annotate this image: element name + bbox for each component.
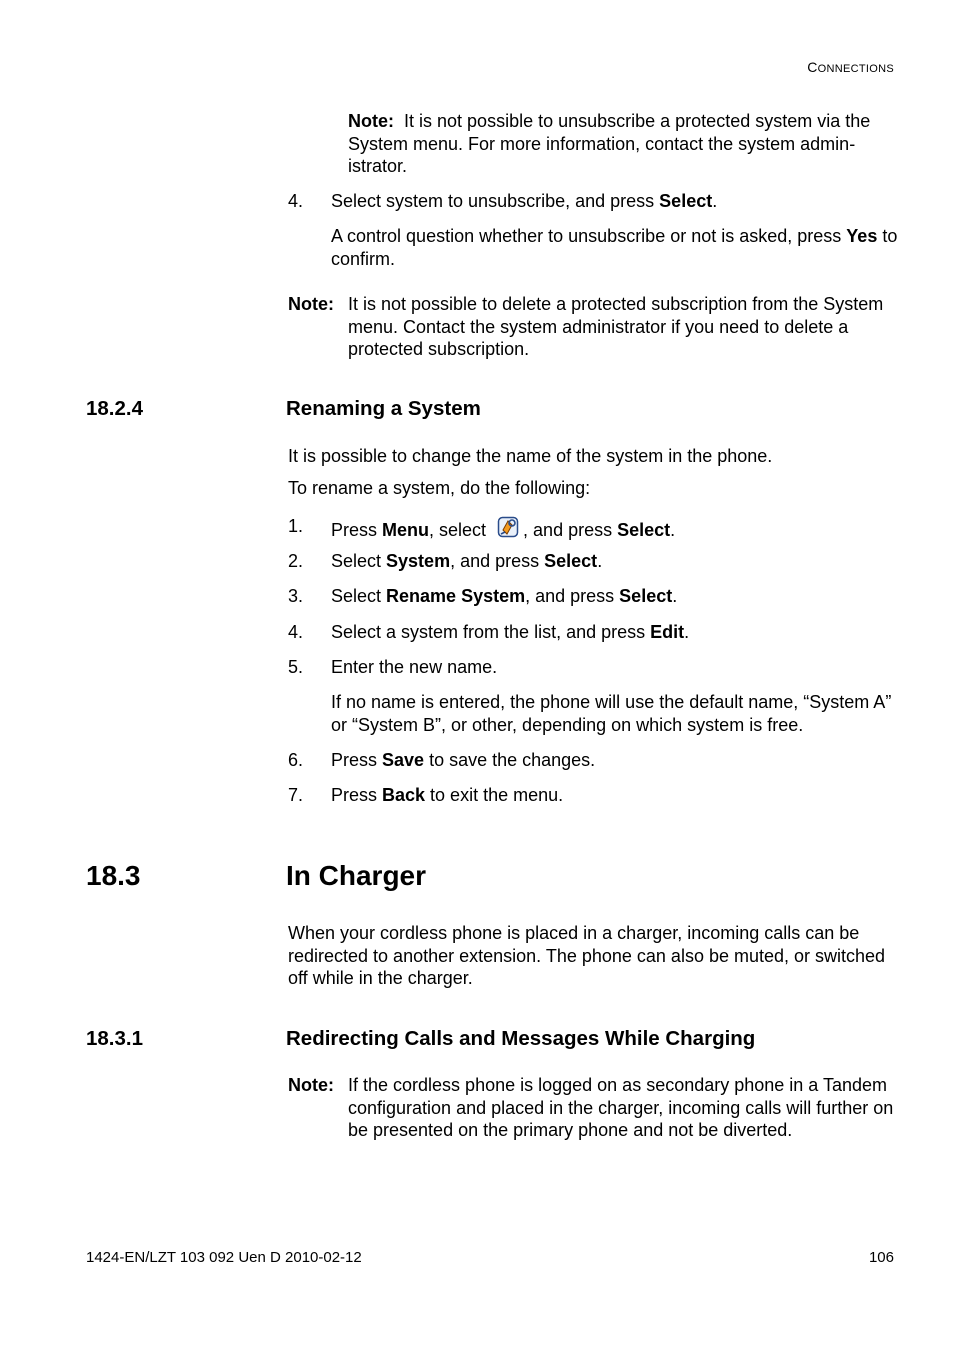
step-number: 2. — [288, 551, 304, 571]
step-bold: Save — [382, 750, 425, 770]
step-number: 3. — [288, 586, 304, 606]
section-title: In Charger — [286, 860, 427, 891]
step-bold: Select — [659, 191, 713, 211]
step-text-end: . — [672, 586, 678, 606]
step-text: Select — [331, 586, 387, 606]
header-initial: C — [807, 59, 818, 75]
rename-step-5 — [288, 656, 898, 679]
step-text: Enter the new name. — [331, 657, 498, 677]
protected-subscription-note — [288, 293, 898, 361]
step-text: Select — [331, 551, 387, 571]
footer-doc-id: 1424-EN/LZT 103 092 Uen D 2010-02-12 — [86, 1249, 362, 1266]
rename-lead: To rename a system, do the following: — [288, 478, 591, 498]
footer-page-number: 106 — [868, 1249, 894, 1266]
step-text: Press — [331, 520, 383, 540]
unsubscribe-step-4 — [288, 190, 898, 213]
detail-text: A control question whether to unsubscribe or not is asked, press — [331, 226, 847, 246]
intro-note — [348, 110, 898, 178]
step-number: 4. — [288, 622, 304, 642]
step-bold: Select — [619, 586, 673, 606]
note-text: It is not possible to delete a protected subscription from the System menu. Contact the system administrator if you need to delete a protected subscription. — [348, 294, 884, 359]
settings-menu-icon — [497, 515, 519, 539]
rename-step-3 — [288, 585, 898, 608]
note-label: Note: — [288, 1075, 334, 1095]
step-text: , select — [429, 520, 492, 540]
intro-note-text: It is not possible to unsubscribe a protected system via the System menu. For more information, contact the system admin-istrator. — [348, 111, 871, 176]
step-text-end: to exit the menu. — [425, 785, 564, 805]
rename-step-6 — [288, 749, 898, 772]
step-number: 1. — [288, 516, 304, 536]
tandem-note — [288, 1074, 898, 1142]
step-text: , and press — [450, 551, 545, 571]
step-text-end: . — [670, 520, 676, 540]
step-text: , and press — [525, 586, 620, 606]
rename-step-7 — [288, 784, 898, 807]
step-text-end: . — [712, 191, 718, 211]
detail-text-end: to confirm. — [331, 226, 898, 269]
step-5-detail: If no name is entered, the phone will use the default name, “System A” or “System B”, or other, depending on which system is free. — [331, 692, 892, 735]
step-bold-select: Select — [617, 520, 671, 540]
detail-bold: Yes — [846, 226, 878, 246]
step-bold: Edit — [650, 622, 685, 642]
section-heading-18-2-4 — [0, 398, 954, 424]
section-number: 18.2.4 — [86, 397, 143, 420]
note-label: Note: — [288, 294, 334, 314]
step-text: , and press — [523, 520, 618, 540]
step-number: 5. — [288, 657, 304, 677]
intro-note-label: Note: — [348, 111, 394, 131]
step-text: Press — [331, 750, 383, 770]
rename-step-1 — [288, 515, 898, 542]
step-text-end: . — [597, 551, 603, 571]
step-4-detail — [331, 225, 898, 270]
section-number: 18.3.1 — [86, 1027, 143, 1050]
step-text: Press — [331, 785, 383, 805]
section-heading-18-3 — [0, 860, 954, 899]
step-number: 4. — [288, 191, 304, 211]
step-bold: Rename System — [386, 586, 526, 606]
charger-paragraph: When your cordless phone is placed in a charger, incoming calls can be redirected to another extension. The phone can also be muted, or switched off while in the charger. — [288, 923, 886, 988]
step-text-end: to save the changes. — [424, 750, 596, 770]
section-heading-18-3-1 — [0, 1028, 954, 1054]
header-rest: ONNECTIONS — [817, 63, 894, 75]
rename-step-2 — [288, 550, 898, 573]
step-bold: Back — [382, 785, 426, 805]
step-text-end: . — [684, 622, 690, 642]
running-header — [807, 56, 894, 81]
rename-step-4 — [288, 621, 898, 644]
note-text: If the cordless phone is logged on as secondary phone in a Tandem configuration and placed in the charger, incoming calls will further on be presented on the primary phone and not be diverted. — [348, 1075, 894, 1140]
step-text: Select a system from the list, and press — [331, 622, 651, 642]
step-bold-menu: Menu — [382, 520, 430, 540]
step-bold: System — [386, 551, 451, 571]
rename-intro: It is possible to change the name of the system in the phone. — [288, 446, 773, 466]
step-text: Select system to unsubscribe, and press — [331, 191, 660, 211]
step-number: 7. — [288, 785, 304, 805]
section-title: Renaming a System — [286, 397, 481, 420]
step-number: 6. — [288, 750, 304, 770]
section-number: 18.3 — [86, 860, 141, 891]
section-title: Redirecting Calls and Messages While Charging — [286, 1027, 756, 1050]
step-bold: Select — [544, 551, 598, 571]
